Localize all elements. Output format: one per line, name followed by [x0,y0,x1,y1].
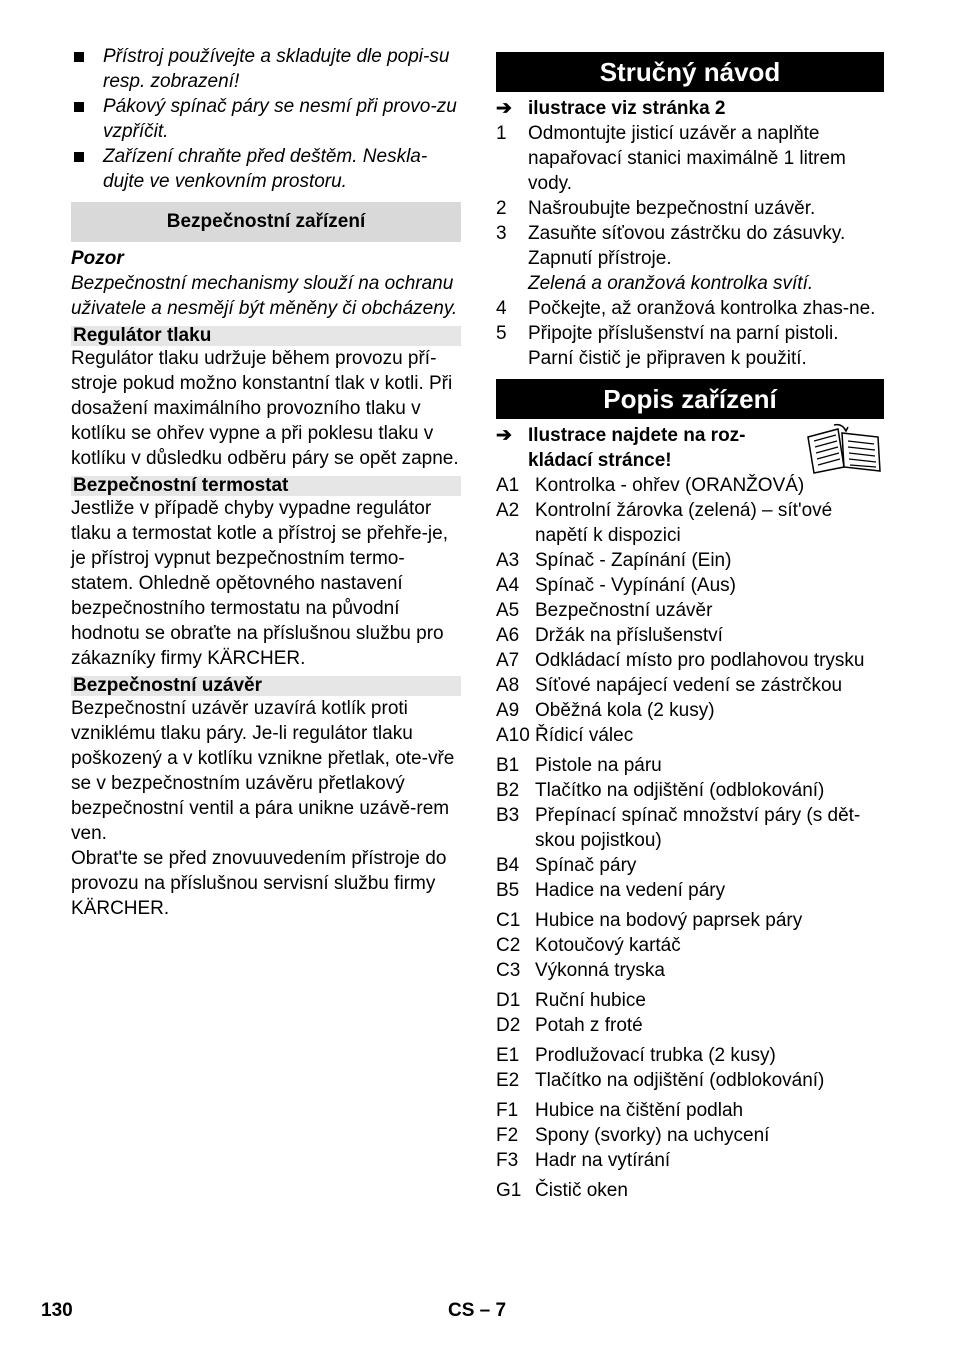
step-text: Připojte příslušenství na parní pistoli. Parní čistič je připraven k použití. [528,323,839,369]
part-text: Odkládací místo pro podlahovou trysku [535,650,865,671]
part-code: F2 [496,1125,519,1146]
part-item [496,753,884,778]
part-text: Kontrolka - ohřev (ORANŽOVÁ) [535,475,805,496]
part-code: C3 [496,960,521,981]
part-code: A10 [496,725,530,746]
part-text: Bezpečnostní uzávěr [535,600,713,621]
part-code: A8 [496,675,520,696]
part-item [496,803,884,853]
part-item [496,473,884,498]
part-code: A6 [496,625,520,646]
part-item [496,1148,884,1173]
part-text: Řídicí válec [535,725,634,746]
part-item [496,1068,884,1093]
part-code: A5 [496,600,520,621]
part-item [496,1178,884,1203]
warning-bullet-list [71,44,461,194]
part-code: B5 [496,880,520,901]
part-code: E1 [496,1045,520,1066]
caution-label: Pozor [71,248,124,269]
part-text: Potah z froté [535,1015,643,1036]
part-text: Ruční hubice [535,990,646,1011]
part-item [496,853,884,878]
step-note: Zelená a oranžová kontrolka svítí. [528,273,814,294]
arrow-right-icon: ➔ [496,425,512,446]
quick-guide-steps [496,121,884,371]
part-code: F3 [496,1150,519,1171]
part-item [496,988,884,1013]
step-item [496,121,884,196]
step-text: Odmontujte jisticí uzávěr a naplňte napařovací stanici maximálně 1 litrem vody. [528,123,846,194]
part-item [496,1043,884,1068]
book-icon [804,423,884,475]
part-code: F1 [496,1100,519,1121]
step-number: 4 [496,298,507,319]
pressure-regulator-heading: Regulátor tlaku [71,326,461,346]
part-code: A9 [496,700,520,721]
bullet-item: Zařízení chraňte před deštěm. Neskla-dujte ve venkovním prostoru. [71,144,461,194]
part-text: Spony (svorky) na uchycení [535,1125,770,1146]
step-item [496,296,884,321]
part-code: B4 [496,855,520,876]
part-item [496,548,884,573]
part-item [496,723,884,748]
part-item [496,778,884,803]
part-code: A1 [496,475,520,496]
part-item [496,673,884,698]
safety-devices-heading: Bezpečnostní zařízení [71,202,461,242]
part-text: Tlačítko na odjištění (odblokování) [535,1070,825,1091]
part-text: Přepínací spínač množství páry (s dět-skou pojistkou) [535,805,861,851]
safety-cap-service-text: Obrat'te se před znovuuvedením přístroje do provozu na příslušnou servisní službu firmy KÄRCHER. [71,848,447,919]
part-code: B1 [496,755,520,776]
safety-cap-heading: Bezpečnostní uzávěr [71,676,461,696]
step-number: 2 [496,198,507,219]
part-code: D1 [496,990,521,1011]
part-item [496,648,884,673]
arrow-right-icon: ➔ [496,98,512,119]
bullet-item: Přístroj používejte a skladujte dle popi-su resp. zobrazení! [71,44,461,94]
part-item [496,878,884,903]
part-item [496,623,884,648]
part-code: C2 [496,935,521,956]
quick-guide-heading: Stručný návod [496,52,884,92]
part-text: Spínač páry [535,855,637,876]
part-text: Výkonná tryska [535,960,665,981]
part-code: G1 [496,1180,522,1201]
part-item [496,1098,884,1123]
part-text: Držák na příslušenství [535,625,723,646]
part-text: Spínač - Vypínání (Aus) [535,575,737,596]
part-text: Spínač - Zapínání (Ein) [535,550,732,571]
part-code: A2 [496,500,520,521]
part-text: Hubice na čištění podlah [535,1100,744,1121]
quick-guide-reference [496,96,884,121]
device-description-reference [496,423,768,473]
step-item [496,321,884,371]
part-text: Čistič oken [535,1180,628,1201]
step-number: 3 [496,223,507,244]
part-item [496,933,884,958]
step-number: 1 [496,123,507,144]
part-item [496,698,884,723]
part-code: A7 [496,650,520,671]
quick-guide-reference-text: ilustrace viz stránka 2 [528,98,726,119]
part-text: Tlačítko na odjištění (odblokování) [535,780,825,801]
safety-cap-text: Bezpečnostní uzávěr uzavírá kotlík proti vzniklému tlaku páry. Je-li regulátor tlaku poškozený a v kotlíku vznikne přetlak, ote-vře se v bezpečnostním uzávěru přetlakový bezpečnostní ventil a pára unikne uzávě-rem ven. [71,698,455,844]
part-item [496,498,884,548]
step-item [496,196,884,221]
section-page-label: CS – 7 [448,1300,507,1321]
step-text: Počkejte, až oranžová kontrolka zhas-ne. [528,298,876,319]
part-item [496,1013,884,1038]
part-code: A3 [496,550,520,571]
part-text: Hadr na vytírání [535,1150,671,1171]
page-number: 130 [41,1300,73,1321]
part-text: Hubice na bodový paprsek páry [535,910,803,931]
device-description-reference-block [496,423,884,473]
part-code: D2 [496,1015,521,1036]
part-text: Kontrolní žárovka (zelená) – sít'ové napětí k dispozici [535,500,833,546]
pressure-regulator-text: Regulátor tlaku udržuje během provozu pří-stroje pokud možno konstantní tlak v kotli. Při dosažení maximálního provozního tlaku v kotlíku se ohřev vypne a při poklesu tlaku v kotlíku v důsledku odběru páry se opět zapne. [71,348,459,469]
step-number: 5 [496,323,507,344]
part-item [496,598,884,623]
right-column [496,44,884,1203]
step-item [496,221,884,296]
part-text: Oběžná kola (2 kusy) [535,700,715,721]
part-text: Hadice na vedení páry [535,880,726,901]
safety-thermostat-heading: Bezpečnostní termostat [71,476,461,496]
part-item [496,908,884,933]
parts-list [496,473,884,1203]
left-column [71,44,461,921]
part-code: E2 [496,1070,520,1091]
part-code: A4 [496,575,520,596]
step-text: Zasuňte síťovou zástrčku do zásuvky. Zapnutí přístroje. [528,223,846,269]
part-text: Prodlužovací trubka (2 kusy) [535,1045,776,1066]
part-item [496,1123,884,1148]
part-text: Pistole na páru [535,755,662,776]
part-item [496,958,884,983]
device-description-reference-text: Ilustrace najdete na roz-kládací stránce! [528,425,746,471]
part-code: C1 [496,910,521,931]
part-item [496,573,884,598]
part-code: B2 [496,780,520,801]
step-text: Našroubujte bezpečnostní uzávěr. [528,198,816,219]
safety-thermostat-text: Jestliže v případě chyby vypadne regulátor tlaku a termostat kotle a přístroj se přehře-je, je přístroj vypnut bezpečnostním termo-statem. Ohledně opětovného nastavení bezpečnostního termostatu na původní hodnotu se obraťte na příslušnou službu pro zákazníky firmy KÄRCHER. [71,498,448,669]
caution-text: Bezpečnostní mechanismy slouží na ochranu uživatele a nesmějí být měněny či obcházeny. [71,273,458,319]
part-code: B3 [496,805,520,826]
part-text: Kotoučový kartáč [535,935,681,956]
part-text: Síťové napájecí vedení se zástrčkou [535,675,843,696]
bullet-item: Pákový spínač páry se nesmí při provo-zu vzpříčit. [71,94,461,144]
device-description-heading: Popis zařízení [496,379,884,419]
